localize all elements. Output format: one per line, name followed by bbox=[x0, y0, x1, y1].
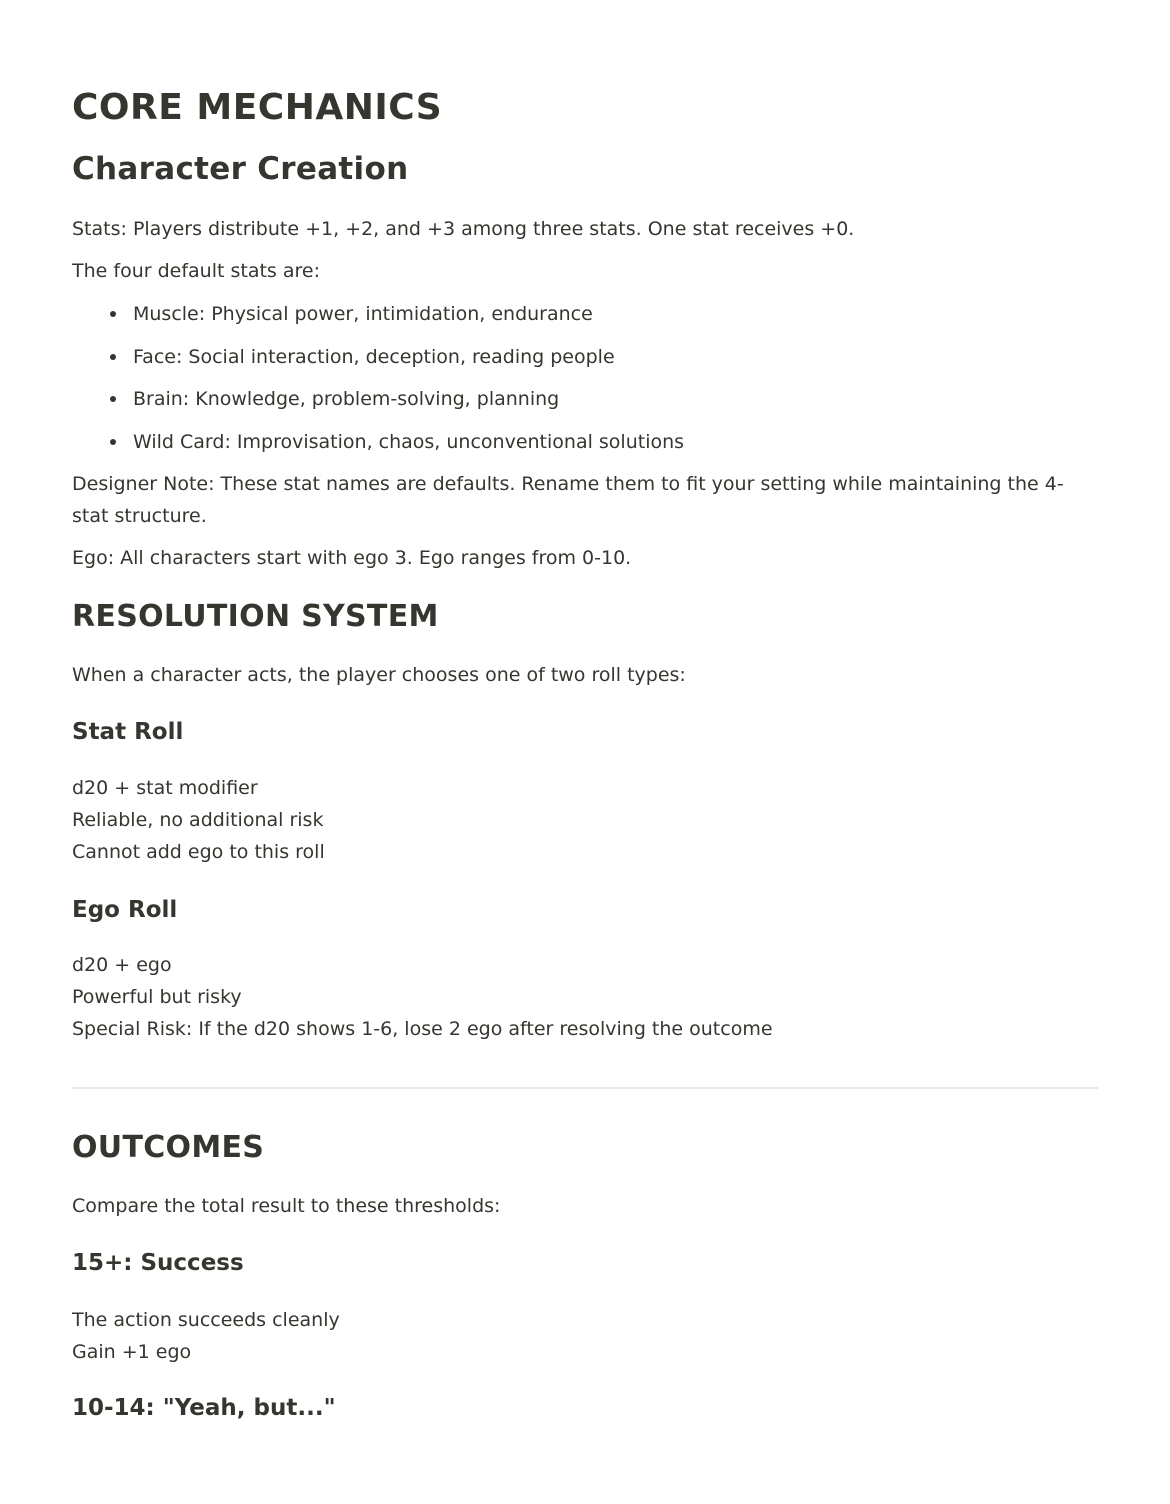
outcomes-heading: OUTCOMES bbox=[72, 1130, 265, 1165]
stat-roll-line: Reliable, no additional risk bbox=[72, 809, 324, 831]
list-item-muscle: Muscle: Physical power, intimidation, endurance bbox=[133, 298, 1159, 330]
default-stats-intro: The four default stats are: bbox=[72, 260, 320, 282]
core-mechanics-heading: CORE MECHANICS bbox=[72, 87, 443, 128]
list-item-wild-card: Wild Card: Improvisation, chaos, unconventional solutions bbox=[133, 426, 1159, 458]
success-line: The action succeeds cleanly bbox=[72, 1309, 340, 1331]
outcomes-intro: Compare the total result to these thresholds: bbox=[72, 1195, 501, 1217]
stat-roll-details bbox=[72, 772, 325, 868]
stat-roll-line: Cannot add ego to this roll bbox=[72, 841, 325, 863]
section-divider bbox=[72, 1087, 1098, 1089]
stat-roll-line: d20 + stat modifier bbox=[72, 777, 258, 799]
resolution-system-heading: RESOLUTION SYSTEM bbox=[72, 599, 439, 634]
character-creation-heading: Character Creation bbox=[72, 151, 409, 187]
success-heading: 15+: Success bbox=[72, 1250, 244, 1276]
ego-roll-line: Special Risk: If the d20 shows 1-6, lose 2 ego after resolving the outcome bbox=[72, 1018, 773, 1040]
stat-roll-heading: Stat Roll bbox=[72, 719, 184, 745]
yeah-but-heading: 10-14: "Yeah, but..." bbox=[72, 1395, 336, 1421]
success-details bbox=[72, 1304, 340, 1368]
ego-roll-line: Powerful but risky bbox=[72, 986, 242, 1008]
stats-paragraph: Stats: Players distribute +1, +2, and +3 among three stats. One stat receives +0. bbox=[72, 218, 855, 240]
list-item-face: Face: Social interaction, deception, reading people bbox=[133, 341, 1159, 373]
list-item-brain: Brain: Knowledge, problem-solving, planning bbox=[133, 383, 1159, 415]
success-line: Gain +1 ego bbox=[72, 1341, 192, 1363]
ego-paragraph: Ego: All characters start with ego 3. Ego ranges from 0-10. bbox=[72, 547, 632, 569]
ego-roll-details bbox=[72, 949, 773, 1045]
ego-roll-heading: Ego Roll bbox=[72, 897, 178, 923]
ego-roll-line: d20 + ego bbox=[72, 954, 172, 976]
resolution-intro: When a character acts, the player chooses one of two roll types: bbox=[72, 664, 686, 686]
stats-list bbox=[72, 298, 1159, 468]
designer-note: Designer Note: These stat names are defaults. Rename them to fit your setting while maintaining the 4-stat structure. bbox=[72, 473, 1064, 527]
